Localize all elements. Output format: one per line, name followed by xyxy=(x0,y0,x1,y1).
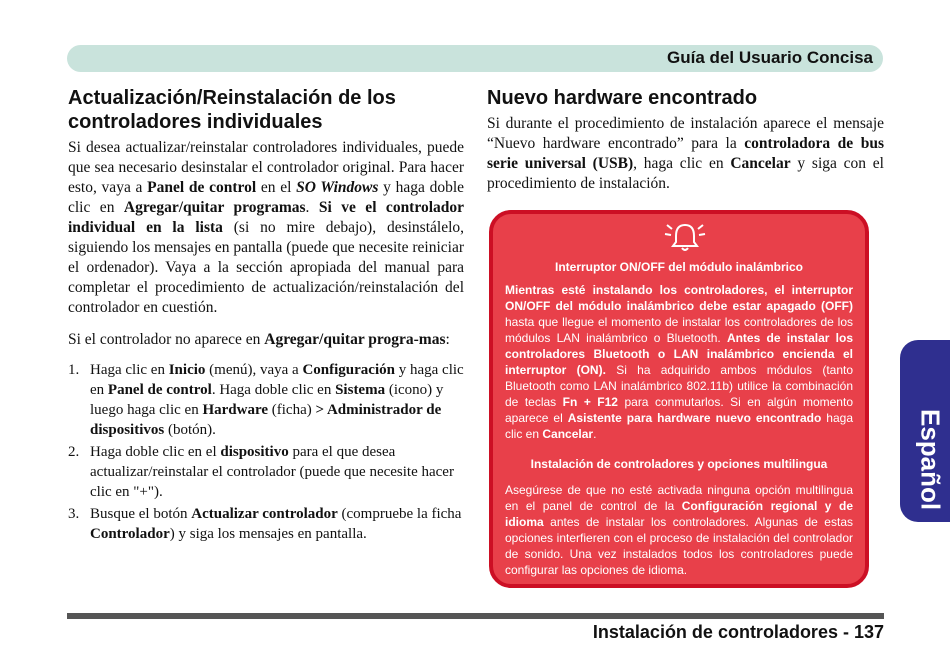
language-side-tab xyxy=(900,340,950,522)
left-paragraph-1: Si desea actualizar/reinstalar controladores individuales, puede que sea necesario desinstalar el controlador original. Para hacer esto, vaya a Panel de control en el SO Windows y haga doble clic en Agregar/quitar programas. Si ve el controlador individual en la lista (si no mire debajo), desinstálelo, siguiendo los mensajes en pantalla (puede que necesite reiniciar el ordenador). Vaya a la sección apropiada del manual para completar el procedimiento de actualización/reinstalación del controlador en cuestión. xyxy=(68,139,465,316)
step-number: 2. xyxy=(68,444,80,460)
step-text: Haga doble clic en el dispositivo para el que desea actualizar/reinstalar el controlador (puede que necesite hacer clic en "+"). xyxy=(90,444,454,500)
step-number: 3. xyxy=(68,506,80,522)
footer-title: Instalación de controladores - 137 xyxy=(592,622,884,642)
warning-title-multilanguage: Instalación de controladores y opciones multilingua xyxy=(530,457,828,471)
warning-title-wireless: Interruptor ON/OFF del módulo inalámbrico xyxy=(554,260,803,274)
warning-text-wireless: Mientras esté instalando los controladores, el interruptor ON/OFF del módulo inalámbrico debe estar apagado (OFF) hasta que llegue el momento de instalar los controladores de los módulos LAN inalámbrico o Bluetooth. Antes de instalar los controladores Bluetooth o LAN inalámbrico encienda el interruptor (ON). Si ha adquirido ambos módulos (tanto Bluetooth como LAN inalámbrico 802.11b) utilice la combinación de teclas Fn + F12 para conmutarlos. Si en algún momento aparece el Asistente para hardware nuevo encontrado haga clic en Cancelar. xyxy=(505,283,854,441)
steps-list xyxy=(68,360,464,544)
left-heading: Actualización/Reinstalación de los controladores individuales xyxy=(68,87,396,133)
step-text: Haga clic en Inicio (menú), vaya a Configuración y haga clic en Panel de control. Haga doble clic en Sistema (icono) y luego haga clic en Hardware (ficha) > Administrador de dispositivos (botón). xyxy=(90,362,464,438)
right-column xyxy=(487,86,884,194)
footer-rule xyxy=(67,613,884,619)
step-text: Busque el botón Actualizar controlador (compruebe la ficha Controlador) y siga los mensajes en pantalla. xyxy=(90,506,462,542)
warning-text-multilanguage: Asegúrese de que no esté activada ninguna opción multilingua en el panel de control de la Configuración regional y de idioma antes de instalar los controladores. Algunas de estas opciones interfieren con el proceso de instalación del controlador de sonido. Una vez instalados todos los controladores puede configurar las opciones de idioma. xyxy=(505,483,853,577)
right-paragraph-1: Si durante el procedimiento de instalación aparece el mensaje “Nuevo hardware encontrado” para la controladora de bus serie universal (USB), haga clic en Cancelar y siga con el procedimiento de instalación. xyxy=(487,115,885,192)
step-item xyxy=(68,504,464,544)
left-column xyxy=(68,86,464,546)
right-heading: Nuevo hardware encontrado xyxy=(487,87,758,109)
header-title: Guía del Usuario Concisa xyxy=(667,48,873,67)
alarm-bell-icon xyxy=(663,220,707,254)
step-item xyxy=(68,360,464,440)
language-tab-label: Español xyxy=(915,409,946,511)
header-bar xyxy=(67,45,883,72)
left-paragraph-2: Si el controlador no aparece en Agregar/quitar progra-mas: xyxy=(68,331,450,348)
step-number: 1. xyxy=(68,362,80,378)
warning-box xyxy=(489,210,869,588)
step-item xyxy=(68,442,464,502)
